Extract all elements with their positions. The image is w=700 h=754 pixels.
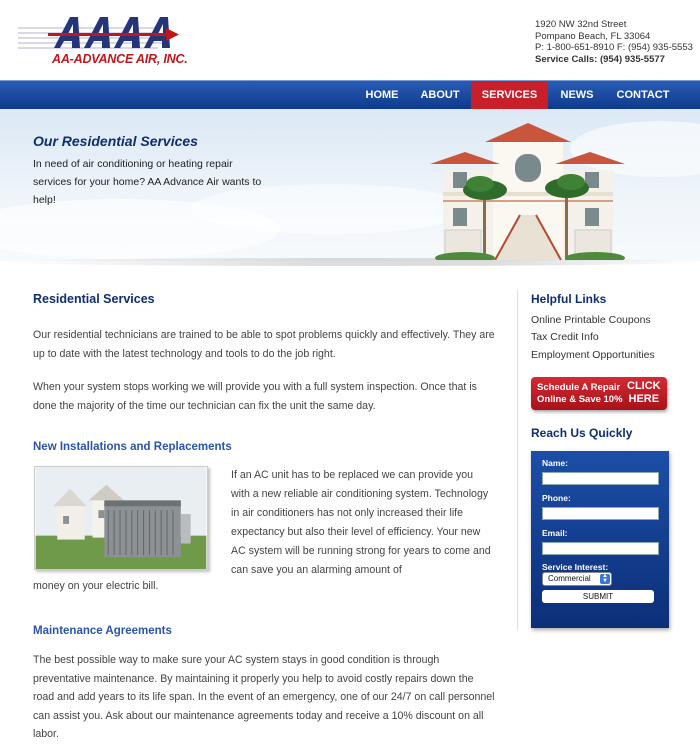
- inspection-paragraph: When your system stops working we will provide you with a full system inspection. Once that is done the majority of the time our technician can fix the unit the same day.: [33, 381, 477, 412]
- link-employment-opportunities[interactable]: Employment Opportunities: [531, 349, 655, 361]
- service-interest-label: Service Interest:: [542, 562, 609, 572]
- main-nav: [0, 80, 700, 109]
- maintenance-paragraph: The best possible way to make sure your AC system stays in good condition is through preventative maintenance. By maintaining it properly you help to avoid costly repairs down the road and add years to its life span. In the event of an emergency, one of our 24/7 on call personnel can assist you. Ask about our maintenance agreements today and receive a 10% discount on all labor.: [33, 654, 495, 740]
- installations-text: If an AC unit has to be replaced we can provide you with a new reliable air conditioning system. Technology in air conditioners has not only increased their life expectancy but also their level of efficiency. Your new AC system will be running strong for years to come and can save you an alarming amount of: [231, 469, 491, 576]
- nav-services[interactable]: SERVICES: [471, 81, 548, 109]
- chevron-updown-icon: ▲ ▼: [600, 574, 610, 584]
- banner-title: Our Residential Services: [33, 133, 198, 149]
- nav-about[interactable]: ABOUT: [420, 89, 460, 101]
- phone-field[interactable]: [542, 507, 659, 520]
- name-label: Name:: [542, 458, 568, 468]
- maintenance-heading: Maintenance Agreements: [33, 625, 172, 637]
- nav-news[interactable]: NEWS: [560, 89, 594, 101]
- installations-text-tail: money on your electric bill.: [33, 580, 159, 592]
- sidebar-divider: [517, 290, 518, 630]
- schedule-repair-button[interactable]: [531, 377, 667, 410]
- page-heading: Residential Services: [33, 292, 155, 306]
- cta-here: HERE: [628, 393, 660, 405]
- nav-contact[interactable]: CONTACT: [616, 89, 670, 101]
- cta-text: [537, 382, 623, 406]
- phone-label: Phone:: [542, 493, 571, 503]
- reach-us-heading: Reach Us Quickly: [531, 426, 633, 440]
- city-line: Pompano Beach, FL 33064: [535, 30, 651, 42]
- helpful-links-heading: Helpful Links: [531, 292, 607, 306]
- site-header: [0, 0, 700, 80]
- cta-click: CLICK: [627, 380, 661, 392]
- house-image: [425, 120, 630, 260]
- submit-button[interactable]: SUBMIT: [542, 590, 654, 603]
- cta-line-1: Schedule A Repair: [537, 382, 621, 393]
- banner-text: In need of air conditioning or heating repair services for your home? AA Advance Air wants to help!: [33, 158, 262, 206]
- address-line: 1920 NW 32nd Street: [535, 19, 627, 30]
- installations-heading: New Installations and Replacements: [33, 441, 232, 453]
- contact-info: [535, 19, 693, 65]
- nav-home[interactable]: HOME: [365, 89, 399, 101]
- company-name: AA-ADVANCE AIR, INC.: [52, 52, 188, 66]
- phone-fax-line: P: 1-800-651-8910 F: (954) 935-5553: [535, 42, 693, 53]
- service-interest-value: Commercial: [548, 574, 591, 583]
- email-field[interactable]: [542, 542, 659, 555]
- cta-click-here: [627, 380, 661, 406]
- name-field[interactable]: [542, 472, 659, 485]
- intro-paragraph: Our residential technicians are trained to be able to spot problems quickly and effectively. They are up to date with the latest technology and tools to do the job right.: [33, 329, 495, 360]
- cta-line-2: Online & Save 10%: [537, 394, 623, 405]
- service-interest-select[interactable]: [542, 572, 612, 586]
- link-tax-credit-info[interactable]: Tax Credit Info: [531, 331, 599, 343]
- email-label: Email:: [542, 528, 568, 538]
- quick-contact-form: [531, 451, 669, 628]
- ac-unit-photo: [34, 466, 208, 570]
- link-printable-coupons[interactable]: Online Printable Coupons: [531, 314, 651, 326]
- service-calls-line: Service Calls: (954) 935-5577: [535, 53, 665, 65]
